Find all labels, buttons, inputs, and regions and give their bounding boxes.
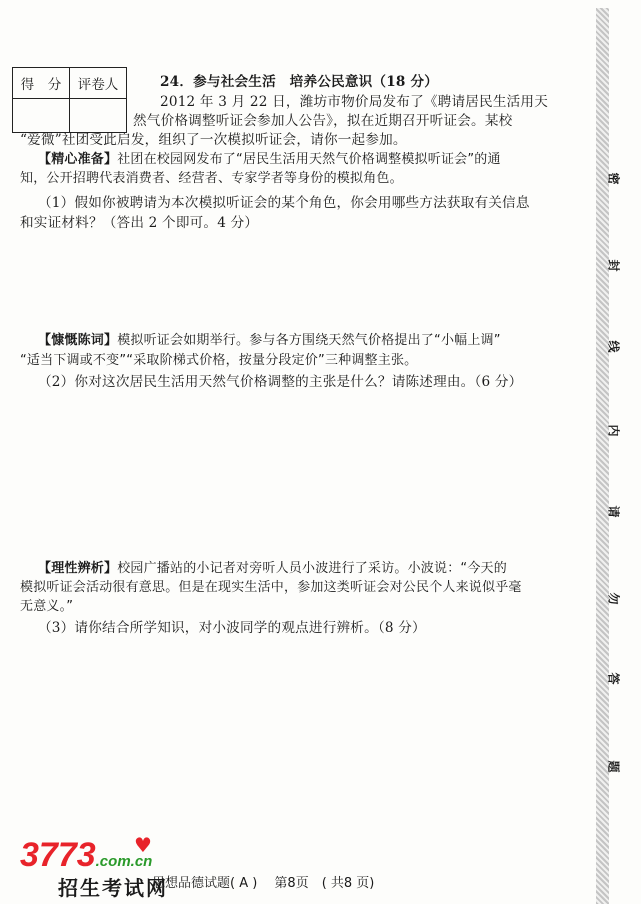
part2-tag: 【慷慨陈词】 [38,333,118,348]
score-label: 得 分 [13,68,70,99]
question-3: （3）请你结合所学知识，对小波同学的观点进行辨析。（8 分） [38,620,426,636]
intro-line: 然气价格调整听证会参加人公告》，拟在近期召开听证会。某校 [133,113,513,129]
part3-tag: 【理性辨析】 [38,561,118,576]
question-title: 24．参与社会生活 培养公民意识（18 分） [160,74,439,90]
grader-label: 评卷人 [70,68,127,99]
part3-line: 无意义。” [20,599,74,614]
seal-char: 内 [606,424,621,437]
grader-cell[interactable] [70,99,127,133]
seal-char: 勿 [606,592,621,605]
page-footer: 思想品德试题( A ) 第8页 ( 共8 页) [152,876,375,891]
seal-char: 封 [606,259,621,272]
seal-char: 题 [606,760,621,773]
score-table [12,67,127,133]
watermark-name: 招生考试网 [58,876,168,900]
part1-tag: 【精心准备】 [38,152,118,167]
score-cell[interactable] [13,99,70,133]
intro-line: “爱微”社团受此启发，组织了一次模拟听证会，请你一起参加。 [20,132,407,148]
question-1: 和实证材料？（答出 2 个即可。4 分） [20,215,259,231]
seal-char: 密 [606,172,621,185]
seal-char: 答 [606,672,621,685]
heart-icon: ♥ [134,833,152,857]
seal-char: 请 [606,505,621,518]
part1-line: 知，公开招聘代表消费者、经营者、专家学者等身份的模拟角色。 [20,171,403,186]
watermark-logo: 3773.com.cn [20,836,153,874]
part2-line: “适当下调或不变”“采取阶梯式价格，按量分段定价”三种调整主张。 [20,353,418,368]
part1-line: 【精心准备】社团在校园网发布了“居民生活用天然气价格调整模拟听证会”的通 [38,152,501,167]
part2-line: 【慷慨陈词】模拟听证会如期举行。参与各方围绕天然气价格提出了“小幅上调” [38,333,501,348]
part3-line: 【理性辨析】校园广播站的小记者对旁听人员小波进行了采访。小波说：“今天的 [38,561,507,576]
seal-char: 线 [606,340,621,353]
question-1: （1）假如你被聘请为本次模拟听证会的某个角色，你会用哪些方法获取有关信息 [38,195,530,211]
part3-line: 模拟听证会活动很有意思。但是在现实生活中，参加这类听证会对公民个人来说似乎毫 [20,580,522,595]
intro-line: 2012 年 3 月 22 日，潍坊市物价局发布了《聘请居民生活用天 [160,94,549,110]
question-2: （2）你对这次居民生活用天然气价格调整的主张是什么？请陈述理由。（6 分） [38,374,523,390]
